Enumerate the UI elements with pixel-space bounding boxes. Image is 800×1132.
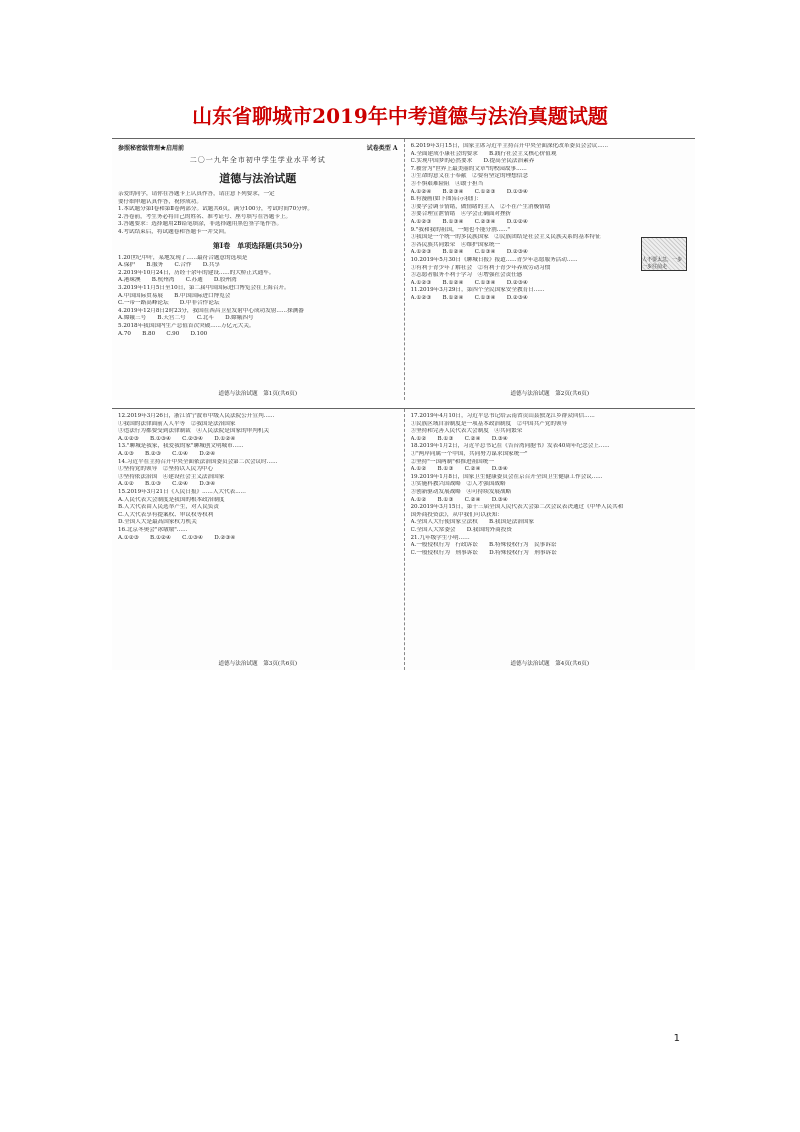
- question-line: A.全国人大行使国家立法权 B.我国是法治国家: [410, 519, 535, 526]
- question-line: ②坚持"一国两制"和推进祖国统一: [410, 458, 494, 465]
- section-heading: 第Ⅰ卷 单项选择题(共50分): [212, 240, 303, 250]
- page1-header: [118, 143, 398, 152]
- page4-footer: 道德与法治试题 第4页(共6页): [510, 661, 590, 667]
- question-line: 8.有漫画(如下图)启示我们：: [410, 196, 482, 203]
- question-line: 21.九年级学生小明……: [410, 534, 470, 541]
- exam-page-3: [112, 409, 404, 670]
- question-line: 5.2018年我国国内生产总值首次突破......万亿元大关。: [118, 322, 255, 329]
- question-line: C.全国人大常委会 D.我国的外商投资: [410, 526, 512, 533]
- page-number: 1: [673, 1033, 680, 1044]
- exam-year: 二〇一九年全市初中学生学业水平考试: [189, 156, 326, 164]
- instruction-line: 亲爱的同学，请你在答题卡上认真作答，请注意下列要求，一定: [118, 191, 275, 197]
- question-line: A.①②③ B.①②④ C.①③④ D.②③④: [410, 294, 528, 301]
- question-line: ①我国是一个统一的多民族国家 ②民族团结是社会主义民族关系的基本特征: [410, 234, 601, 241]
- instruction-line: 1.本试题分第Ⅰ卷和第Ⅱ卷两部分。试题共6页，满分100分，考试时间70分钟。: [118, 206, 313, 213]
- question-line: ③不惧艰难险阻 ④敢于担当: [410, 180, 484, 187]
- scanned-spread-bottom: [112, 408, 695, 670]
- document-title: 山东省聊城市2019年中考道德与法治真题试题: [192, 104, 608, 128]
- question-line: 16.北京冬奥会"冰墩墩"......: [118, 526, 188, 533]
- question-line: A.①② B.①③ C.②④ D.③④: [410, 496, 508, 503]
- question-line: ①要学会调节情绪，做情绪的主人 ②不在产生消极情绪: [410, 203, 551, 210]
- question-line: A.全面建成小康社会的要求 B.践行社会主义核心价值观: [410, 150, 557, 157]
- instruction-line: 2.答卷前，考生务必将自己的姓名、准考证号、座号填写在答题卡上。: [118, 213, 292, 220]
- question-line: 12.2019年3月26日，浙江省宁波市中级人民法院公开宣判......: [118, 413, 275, 419]
- question-line: ①生命的意义在于奉献 ②要有坚定的理想信念: [410, 173, 528, 180]
- question-line: ③坚持依法治国 ④建设社会主义法治国家: [118, 473, 225, 480]
- question-line: B.人大代表由人民选举产生，对人民负责: [118, 504, 219, 511]
- question-line: A.70 B.80 C.90 D.100: [118, 330, 208, 337]
- instruction-line: 3.答题要求：选择题用2B铅笔填涂，非选择题用黑色签字笔作答。: [118, 221, 283, 228]
- question-line: A.港珠澳 B.杭州湾 C.苏通 D.胶州湾: [118, 277, 237, 284]
- question-line: A.人民代表大会制度是我国的根本政治制度: [118, 496, 225, 503]
- question-line: ①有利于青少年了解社会 ②有利于青少年养成劳动习惯: [410, 264, 551, 271]
- question-line: A.①②③ B.①②④ C.①③④ D.②③④: [410, 279, 528, 286]
- question-line: A.一般侵权行为 行政诉讼 B.特殊侵权行为 民事诉讼: [410, 542, 557, 549]
- question-line: 14.习近平在主持召开中央全面依法治国委员会第二次会议时......: [118, 458, 278, 465]
- question-line: A.①②④ B.②③④ C.①②③ D.①③④: [410, 188, 528, 195]
- question-line: 6.2019年3月15日，国家主席习近平主持召开中央全面深化改革委员会会议......: [410, 143, 609, 149]
- question-line: ①我国的法律面前人人平等 ②我国是法治国家: [118, 420, 236, 427]
- paper-type-label: 试卷类型 A: [366, 145, 398, 152]
- instruction-line: 要仔细审题认真作答，祝你成功。: [118, 198, 202, 205]
- question-line: A.①②③ B.①②④ C.①③④ D.②③④: [118, 534, 236, 541]
- question-line: D.全国人大是最高国家权力机关: [118, 519, 197, 526]
- question-line: ③坚持和完善人民代表大会制度 ④共同繁荣: [410, 428, 523, 435]
- question-line: A.①② B.①③ C.②④ D.③④: [410, 435, 508, 442]
- question-line: 2.2019年10月24日，历经十余年的建设......的大桥正式通车。: [118, 269, 275, 276]
- question-line: 19.2019年1月8日，国家卫生健康委员会在京召开全国卫生健康工作会议......: [410, 473, 603, 480]
- question-line: A.①②③ B.①③④ C.②③④ D.①②④: [410, 218, 528, 225]
- question-line: 1.20世纪中叶，某地发现了......最符合题意的选项是: [118, 254, 248, 261]
- question-line: 11.2019年3月29日，第四个全民国家安全教育日......: [410, 287, 545, 294]
- question-line: ③创新驱动发展战略 ④可持续发展战略: [410, 488, 512, 495]
- page1-footer: 道德与法治试题 第1页(共6页): [218, 391, 298, 397]
- question-line: ①坚持党的领导 ②坚持以人民为中心: [118, 466, 214, 473]
- question-list: [118, 255, 398, 339]
- question-line: 17.2019年4月10日，习近平总书记给云南省贡山县独龙江乡群众回信......: [410, 413, 595, 419]
- question-line: 20.2019年3月15日，第十三届全国人民代表大会第二次会议表决通过《中华人民共和: [410, 504, 624, 511]
- question-line: 国外商投资法》，从中我们可以获知：: [410, 511, 503, 518]
- question-line: ③志愿者服务不利于学习 ④增强社会责任感: [410, 272, 523, 279]
- question-line: 9."我和我的祖国，一刻也不能分割......": [410, 226, 510, 233]
- question-line: C.一般侵权行为 刑事诉讼 D.特殊侵权行为 刑事诉讼: [410, 549, 557, 556]
- question-line: A.①③ B.②③ C.①④ D.②④: [118, 450, 216, 457]
- question-line: C.实现中国梦的必然要求 D.提高全民法治素养: [410, 158, 535, 165]
- question-line: 10.2019年5月30日《聊城日报》报道......青少年志愿服务活动......: [410, 256, 578, 263]
- question-line: ③违法行为都要受到法律制裁 ④人民法院是国家的审判机关: [118, 428, 270, 435]
- question-line: ①"两岸同属一个中国，共同努力谋求国家统一": [410, 450, 528, 457]
- question-line: 7.被誉为"世界上最美丽的文章"的校园故事......: [410, 165, 527, 172]
- question-line: 13."聊城是我家，我爱我的家"聊城创文明城市......: [118, 443, 244, 450]
- question-line: A.①② B.①③ C.②④ D.③④: [118, 481, 216, 488]
- question-line: A.中国国际贸易展 B.中国国际进口博览会: [118, 292, 231, 299]
- exam-name: 道德与法治试题: [219, 172, 297, 185]
- question-line: 15.2019年3月21日《人民日报》......人大代表......: [118, 488, 246, 495]
- instructions: [118, 191, 398, 237]
- cartoon-caption: 人不要太急，一步一步往前走: [642, 257, 683, 270]
- page3-footer: 道德与法治试题 第3页(共6页): [218, 661, 298, 667]
- cartoon-image: [641, 237, 687, 271]
- question-line: 3.2019年11月5日至10日，第二届中国国际进口博览会在上海召开。: [118, 284, 290, 291]
- question-line: C.一带一路高峰论坛 D.中非合作论坛: [118, 300, 220, 307]
- question-line: 18.2019年1月2日，习近平总书记在《告台湾同胞书》发表40周年纪念会上......: [410, 443, 610, 450]
- question-line: 4.2019年12月8日2时23分，我国在西昌卫星发射中心成功发射......探测器: [118, 307, 304, 314]
- question-line: ③各民族共同繁荣 ④维护国家统一: [410, 241, 501, 248]
- question-line: ③要合理宣泄情绪 ④学会正确面对挫折: [410, 211, 512, 218]
- question-line: ①民族区域自治制度是一项基本政治制度 ②中国共产党的领导: [410, 420, 568, 427]
- exam-page-1: [112, 139, 404, 400]
- scanned-spread-top: [112, 138, 695, 400]
- question-line: C.人大代表享有提案权、审议权等权利: [118, 511, 214, 518]
- exam-page-4: [404, 409, 696, 670]
- question-line: A.保护 B.服务 C.合作 D.共享: [118, 262, 220, 269]
- question-line: ①实施科教兴国战略 ②人才强国战略: [410, 481, 506, 488]
- page2-footer: 道德与法治试题 第2页(共6页): [510, 391, 590, 397]
- question-line: A.①②③ B.①③④ C.②③④ D.①②④: [118, 435, 236, 442]
- confidential-label: 参照秘密级管理★启用前: [118, 145, 185, 152]
- question-line: A.①② B.①③ C.②④ D.③④: [410, 466, 508, 473]
- question-line: A.嫦娥三号 B.天宫二号 C.北斗 D.嫦娥四号: [118, 315, 254, 322]
- question-line: A.①②③ B.①②④ C.①③④ D.②③④: [410, 249, 528, 256]
- exam-page-2: [404, 139, 696, 400]
- instruction-line: 4.考试结束后，将试题卷和答题卡一并交回。: [118, 228, 230, 235]
